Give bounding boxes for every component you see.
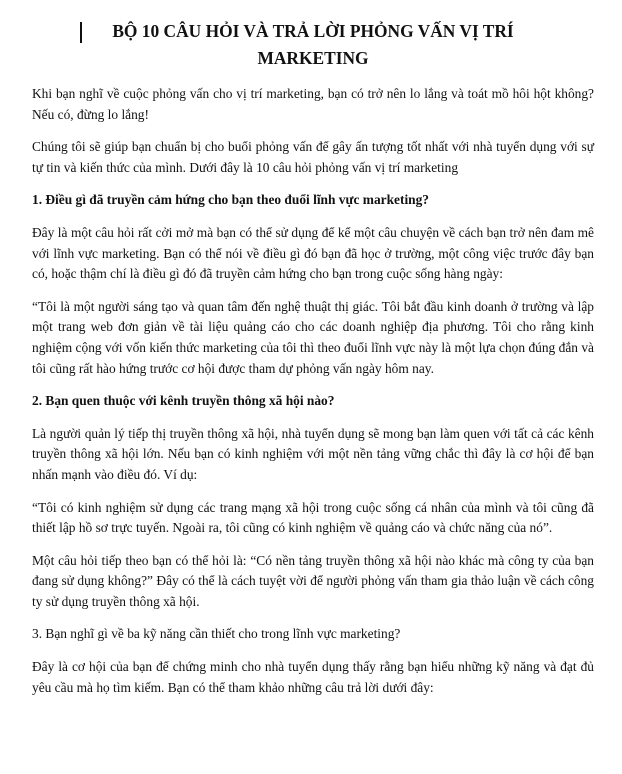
intro-paragraph-2: Chúng tôi sẽ giúp bạn chuẩn bị cho buổi phỏng vấn để gây ấn tượng tốt nhất với nhà tuyển dụng với sự tự tin và kiến thức của mình. Dưới đây là 10 câu hỏi phỏng vấn vị trí marketing (32, 139, 594, 175)
question-2-paragraph-2: “Tôi có kinh nghiệm sử dụng các trang mạng xã hội trong cuộc sống cá nhân của mình và tôi cũng đã thiết lập hồ sơ trực tuyến. Ngoài ra, tôi cũng có kinh nghiệm về quảng cáo và chức năng của nó”. (32, 499, 594, 536)
title-line-2: MARKETING (257, 48, 369, 68)
text-cursor (80, 22, 82, 43)
question-2-heading: 2. Bạn quen thuộc với kênh truyền thông xã hội nào? (32, 393, 335, 409)
question-2-paragraph-1: Là người quản lý tiếp thị truyền thông xã hội, nhà tuyển dụng sẽ mong bạn làm quen với tất cả các kênh truyền thông xã hội lớn. Nếu bạn có kinh nghiệm với một nền tảng vững chắc thì đây là cơ hội để bạn nhấn mạnh vào điều đó. Ví dụ: (32, 425, 594, 482)
intro-paragraph-1: Khi bạn nghĩ về cuộc phỏng vấn cho vị trí marketing, bạn có trở nên lo lắng và toát mồ hôi hột không? Nếu có, đừng lo lắng! (32, 86, 594, 122)
question-1-paragraph-1: Đây là một câu hỏi rất cởi mở mà bạn có thể sử dụng để kể một câu chuyện về cách bạn trở nên đam mê với lĩnh vực marketing. Bạn có thể nói về điều gì đó bạn đã học ở trường, một công việc trước đây bạn có, hoặc thậm chí là điều gì đó đã truyền cảm hứng cho bạn trong cuộc sống hàng ngày: (32, 224, 594, 282)
document-title (32, 18, 594, 72)
question-3-paragraph-1: Đây là cơ hội của bạn để chứng minh cho nhà tuyển dụng thấy rằng bạn hiểu những kỹ năng và đạt đủ yêu cầu mà họ tìm kiếm. Bạn có thể tham khảo những câu trả lời dưới đây: (32, 659, 594, 695)
question-1-paragraph-2: “Tôi là một người sáng tạo và quan tâm đến nghệ thuật thị giác. Tôi bắt đầu kinh doanh ở trường và lập một trang web đơn giản về tài liệu quảng cáo cho các doanh nghiệp địa phương. Tôi cho rằng kinh nghiệm cộng với vốn kiến thức marketing của tôi thì theo đuổi lĩnh vực này là một lựa chọn đúng đắn và tôi cũng rất hào hứng trước cơ hội được tham dự phỏng vấn ngày hôm nay. (32, 298, 594, 376)
question-3-heading: 3. Bạn nghĩ gì về ba kỹ năng cần thiết cho trong lĩnh vực marketing? (32, 626, 401, 642)
title-line-1: BỘ 10 CÂU HỎI VÀ TRẢ LỜI PHỎNG VẤN VỊ TRÍ (112, 21, 514, 41)
question-1-heading: 1. Điều gì đã truyền cảm hứng cho bạn theo đuổi lĩnh vực marketing? (32, 192, 429, 208)
question-2-paragraph-3: Một câu hỏi tiếp theo bạn có thể hỏi là: “Có nền tảng truyền thông xã hội nào khác mà công ty của bạn đang sử dụng không?” Đây có thể là cách tuyệt vời để người phỏng vấn tham gia thảo luận về cách công ty sử dụng truyền thông xã hội. (32, 552, 594, 609)
